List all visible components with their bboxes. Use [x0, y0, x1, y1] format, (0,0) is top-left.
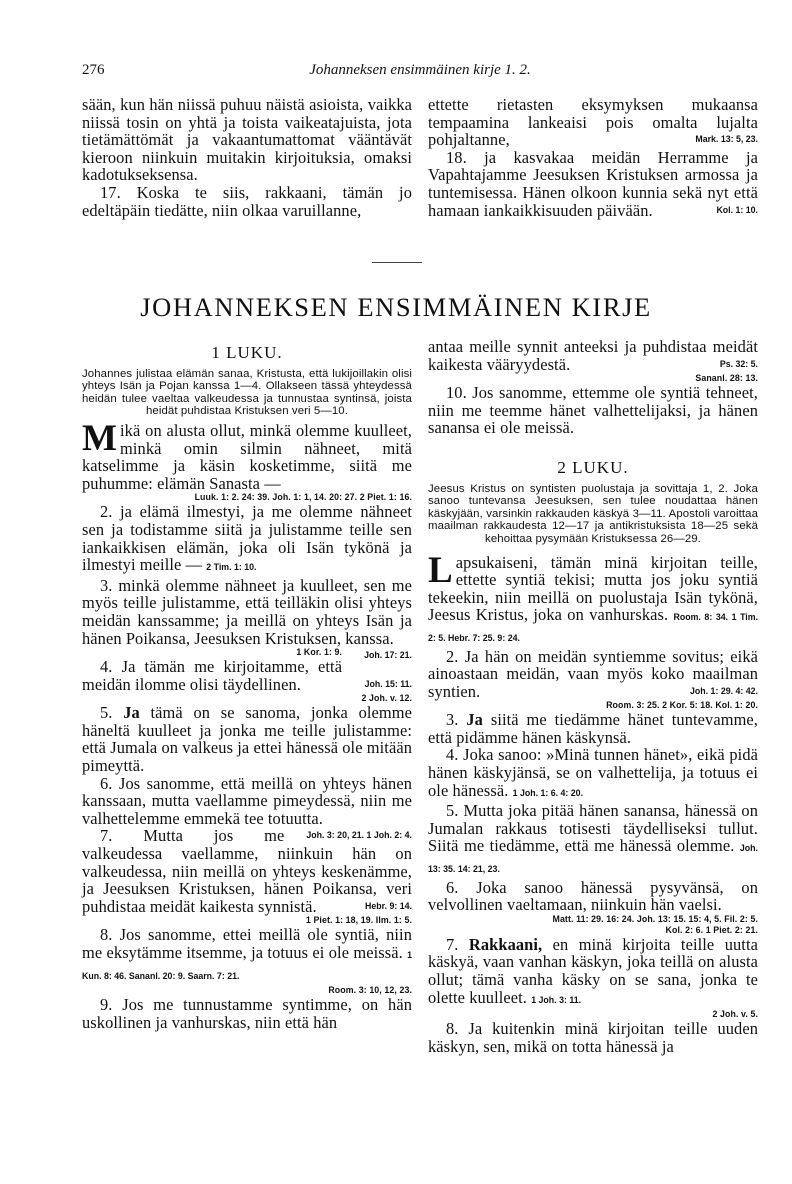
verse-text: antaa meille synnit anteeksi ja puhdistaa meidät kaikesta vääryydestä. [428, 337, 758, 374]
cross-reference: Room. 3: 25. 2 Kor. 5: 18. Kol. 1: 20. [606, 700, 758, 711]
page-header [82, 62, 758, 84]
cross-reference: 1 Joh. 1: 6. 4: 20. [512, 787, 584, 798]
verse-5 [82, 704, 412, 774]
prev-book-right-column [428, 96, 758, 219]
cross-reference: 2 Tim. 1: 10. [206, 562, 257, 573]
book-title: JOHANNEKSEN ENSIMMÄINEN KIRJE [140, 292, 652, 322]
chapter-2-summary: Jeesus Kristus on syntisten puolustaja ja sovittaja 1, 2. Joka sanoo tuntevansa Jeesuksen, sen tulee noudattaa hänen käskyjään, varsinkin rakkauden käskyä 3—11. Apostoli varoittaa maailman rakkaudesta 12—17 ja antikristuksista 18—25 sekä kehoittaa pysymään Kristuksessa 26—29. [428, 482, 758, 545]
prev-paragraph: sään, kun hän niissä puhuu näistä asioista, vaikka niissä tosin on yhtä ja toista vaikeatajuista, jota tietämättömät ja vakaantumattomat vääntävät kieroon niinkuin muitakin kirjoituksia, omaksi kadotukseksensa. [82, 95, 412, 185]
chapter-1-column [82, 338, 412, 1031]
cross-reference: Hebr. 9: 14. [365, 900, 412, 911]
cross-reference: 2 Joh. v. 12. [361, 693, 412, 704]
verse-text: 8. Jos sanomme, ettei meillä ole syntiä, niin me eksytämme itsemme, ja totuus ei ole meissä. [82, 925, 412, 962]
cross-reference: 1 Kor. 1: 9. [296, 647, 343, 658]
verse-text: 6. Jos sanomme, että meillä on yhteys hänen kanssaan, mutta vaellamme pimeydessä, niin me valhettelemme emmekä tee totuutta. [82, 773, 412, 828]
ch2-verse-7 [428, 936, 758, 1009]
verse-text: tämä on se sanoma, jonka olemme häneltä kuulleet ja jonka me teille julistamme: että Jumala on valkeus ja ettei hänessä ole mitään pimeyttä. [82, 703, 412, 776]
verse-10: 10. Jos sanomme, ettemme ole syntiä tehneet, niin me teemme hänet valhettelijaksi, ja hänen sanansa ei ole meissä. [428, 383, 758, 438]
verse-number: 5. [100, 703, 113, 723]
cross-reference: Joh. 13: 35. 14: 21, 23. [428, 843, 758, 875]
cross-reference: 1 Piet. 1: 18, 19. Ilm. 1: 5. [305, 915, 412, 926]
cross-reference: 2 Joh. v. 5. [712, 1009, 758, 1020]
ch2-verse-2 [428, 648, 758, 701]
verse-text: apsukaiseni, tämän minä kirjoitan teille, ettette syntiä tekisi; mutta jos joku syntiä tekeekin, niin meillä on puolustaja Isän tykönä, Jeesus Kristus, joka on vanhurskas. [428, 552, 758, 625]
ch2-verse-5 [428, 802, 758, 878]
prev-verse-17-cont [428, 96, 758, 149]
verse-bold-word: Rakkaani, [468, 934, 543, 954]
cross-reference: 1 Kun. 8: 46. Sananl. 20: 9. Saarn. 7: 21. [82, 950, 412, 981]
ch2-verse-3 [428, 711, 758, 746]
verse-bold-word: Ja [466, 710, 483, 730]
verse-text: 6. Joka sanoo hänessä pysyvänsä, on velvollinen vaeltamaan, niinkuin hän vaelsi. [428, 877, 758, 915]
drop-cap: M [82, 417, 118, 459]
drop-cap: L [428, 549, 453, 591]
verse-text: 3. minkä olemme nähneet ja kuulleet, sen me myös teille julistamme, että teilläkin olisi yhteys meidän kanssamme; ja meillä on yhteys Isän ja hänen Poikansa, Jeesuksen Kristuksen, kanssa. [82, 575, 412, 648]
verse-text: ikä on alusta ollut, minkä olemme kuulleet, minkä omin silmin nähneet, mitä katselimme ja käsin kosketimme, siitä me puhumme: elämän Sanasta — [82, 420, 412, 493]
verse-text: 2. ja elämä ilmestyi, ja me olemme nähneet sen ja todistamme siitä ja julistamme teille sen iankaikkisen elämän, joka oli Isän tykönä ja ilmestyi meille — [82, 502, 412, 575]
verse-8 [82, 926, 412, 985]
cross-reference: 1 Joh. 3: 11. [531, 994, 582, 1005]
chapter-2-column [428, 338, 758, 1055]
cross-reference: Luuk. 1: 2. 24: 39. Joh. 1: 1, 14. 20: 27. 2 Piet. 1: 16. [194, 492, 412, 503]
ch2-verse-1 [428, 549, 758, 648]
separator-rule [372, 262, 422, 263]
prev-verse-17: 17. Koska te siis, rakkaani, tämän jo edeltäpäin tiedätte, niin olkaa varuillanne, [82, 182, 412, 220]
cross-reference: Room. 8: 34. 1 Tim. 2: 5. Hebr. 7: 25. 9: 24. [428, 612, 758, 643]
verse-text: en minä kirjoita teille uutta käskyä, vaan vanhan käskyn, joka teillä on alusta ollut; tämä vanha käsky on se sana, jonka te olette kuulleet. [428, 934, 758, 1007]
prev-book-left-column [82, 96, 412, 219]
verse-bold-word: Ja [123, 703, 140, 723]
cross-reference: Matt. 11: 29. 16: 24. Joh. 13: 15. 15: 4, 5. Fil. 2: 5. [552, 913, 758, 924]
verse-text: 2. Ja hän on meidän syntiemme sovitus; eikä ainoastaan meidän, vaan myös koko maailman syntien. [428, 646, 758, 701]
cross-reference: Kol. 1: 10. [716, 204, 758, 215]
cross-reference: Sananl. 28: 13. [695, 373, 758, 384]
cross-reference: Joh. 15: 11. [364, 678, 412, 689]
cross-reference: Kol. 2: 6. 1 Piet. 2: 21. [665, 924, 758, 935]
verse-text: 4. Ja tämän me kirjoitamme, että meidän ilomme olisi täydellinen. [82, 657, 343, 694]
cross-reference: Room. 3: 10, 12, 23. [328, 985, 412, 996]
verse-2 [82, 503, 412, 576]
verse-text: 4. Joka sanoo: »Minä tunnen hänet», eikä pidä hänen käskyjänsä, se on valhettelija, ja totuus ei ole hänessä. [428, 745, 758, 800]
ch2-verse-6 [428, 879, 758, 914]
prev-verse-18 [428, 149, 758, 219]
verse-text: 18. ja kasvakaa meidän Herramme ja Vapahtajamme Jeesuksen Kristuksen armossa ja tuntemisessa. Hänen olkoon kunnia sekä nyt että hamaan iankaikkisuuden päivään. [428, 147, 758, 220]
cross-reference: Joh. 3: 20, 21. 1 Joh. 2: 4. [306, 830, 412, 841]
verse-6 [82, 773, 412, 841]
chapter-1-heading: 1 LUKU. [211, 343, 283, 362]
ch2-verse-8: 8. Ja kuitenkin minä kirjoitan teille uuden käskyn, sen, mikä on totta hänessä ja [428, 1019, 758, 1056]
chapter-2-heading: 2 LUKU. [557, 457, 629, 477]
verse-number: 3. [446, 710, 459, 730]
verse-9-cont [428, 338, 758, 373]
verse-9: 9. Jos me tunnustamme syntimme, on hän uskollinen ja vanhurskas, niin että hän [82, 995, 412, 1032]
verse-number: 7. [446, 934, 459, 954]
running-title: Johanneksen ensimmäinen kirje 1. 2. [309, 62, 531, 78]
verse-text: 7. Mutta jos me valkeudessa vaellamme, niinkuin hän on valkeudessa, niin meillä on yhteys keskenämme, ja Jeesuksen Kristuksen, hänen Poikansa, veri puhdistaa meidät kaikesta synnistä. [82, 826, 412, 916]
cross-reference: Mark. 13: 5, 23. [695, 134, 758, 145]
verse-text: siitä me tiedämme hänet tuntevamme, että pidämme hänen käskynsä. [428, 710, 758, 747]
verse-1 [82, 417, 412, 493]
ch2-verse-4 [428, 746, 758, 802]
chapter-1-summary: Johannes julistaa elämän sanaa, Kristusta, että lukijoillakin olisi yhteys Isän ja Pojan kanssa 1—4. Ollakseen tässä yhteydessä heidän tulee vaeltaa valkeudessa ja tunnustaa syntinsä, joista heidät puhdistaa Kristuksen veri 5—10. [82, 367, 412, 418]
cross-reference: Joh. 1: 29. 4: 42. [690, 685, 758, 696]
page-number: 276 [82, 62, 105, 78]
verse-text: ettette rietasten eksymyksen mukaansa tempaamina lankeaisi pois omalta lujalta pohjaltanne, [428, 95, 758, 150]
cross-reference: Joh. 17: 21. [364, 650, 412, 661]
cross-reference: Ps. 32: 5. [719, 358, 758, 369]
verse-text: 5. Mutta joka pitää hänen sanansa, hänessä on Jumalan rakkaus totisesti täydelliseksi tullut. Siitä me tiedämme, että me hänessä olemme. [428, 801, 758, 856]
